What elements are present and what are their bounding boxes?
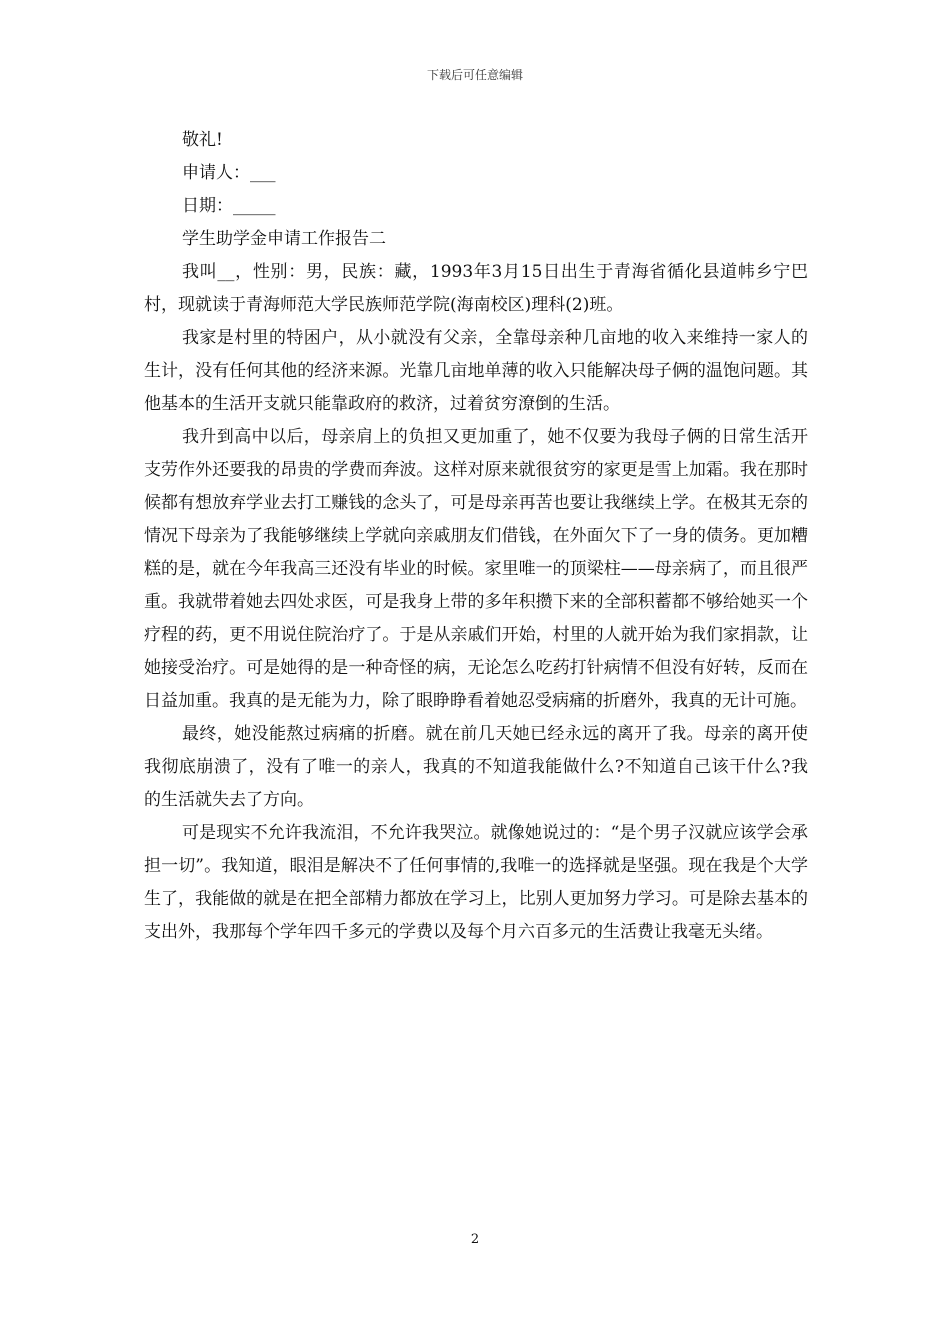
paragraph-family: 我家是村里的特困户，从小就没有父亲，全靠母亲种几亩地的收入来维持一家人的生计，没有任何其他的经济来源。光靠几亩地单薄的收入只能解决母子俩的温饱问题。其他基本的生活开支就只能靠政府的救济，过着贫穷潦倒的生活。	[144, 328, 808, 414]
paragraph-loss: 最终，她没能熬过病痛的折磨。就在前几天她已经永远的离开了我。母亲的离开使我彻底崩溃了，没有了唯一的亲人，我真的不知道我能做什么?不知道自己该干什么?我的生活就失去了方向。	[144, 724, 808, 810]
paragraph-high-school: 我升到高中以后，母亲肩上的负担又更加重了，她不仅要为我母子俩的日常生活开支劳作外还要我的昂贵的学费而奔波。这样对原来就很贫穷的家更是雪上加霜。我在那时候都有想放弃学业去打工赚钱的念头了，可是母亲再苦也要让我继续上学。在极其无奈的情况下母亲为了我能够继续上学就向亲戚朋友们借钱，在外面欠下了一身的债务。更加糟糕的是，就在今年我高三还没有毕业的时候。家里唯一的顶梁柱——母亲病了，而且很严重。我就带着她去四处求医，可是我身上带的多年积攒下来的全部积蓄都不够给她买一个疗程的药，更不用说住院治疗了。于是从亲戚们开始，村里的人就开始为我们家捐款，让她接受治疗。可是她得的是一种奇怪的病，无论怎么吃药打针病情不但没有好转，反而在日益加重。我真的是无能为力，除了眼睁睁看着她忍受病痛的折磨外，我真的无计可施。	[144, 427, 808, 711]
page-header: 下载后可任意编辑	[426, 68, 523, 82]
applicant-line: 申请人：___	[182, 163, 276, 183]
date-line: 日期：_____	[182, 196, 276, 216]
paragraph-resolve: 可是现实不允许我流泪，不允许我哭泣。就像她说过的：“是个男子汉就应该学会承担一切”。我知道，眼泪是解决不了任何事情的,我唯一的选择就是坚强。现在我是个大学生了，我能做的就是在把全部精力都放在学习上，比别人更加努力学习。可是除去基本的支出外，我那每个学年四千多元的学费以及每个月六百多元的生活费让我毫无头绪。	[144, 823, 808, 942]
paragraph-intro: 我叫__，性别：男，民族：藏，1993年3月15日出生于青海省循化县道帏乡宁巴村，现就读于青海师范大学民族师范学院(海南校区)理科(2)班。	[144, 262, 808, 315]
document-body	[144, 124, 808, 949]
report-title: 学生助学金申请工作报告二	[182, 229, 386, 249]
page-number: 2	[470, 1232, 480, 1247]
closing-salutation: 敬礼!	[182, 130, 223, 150]
